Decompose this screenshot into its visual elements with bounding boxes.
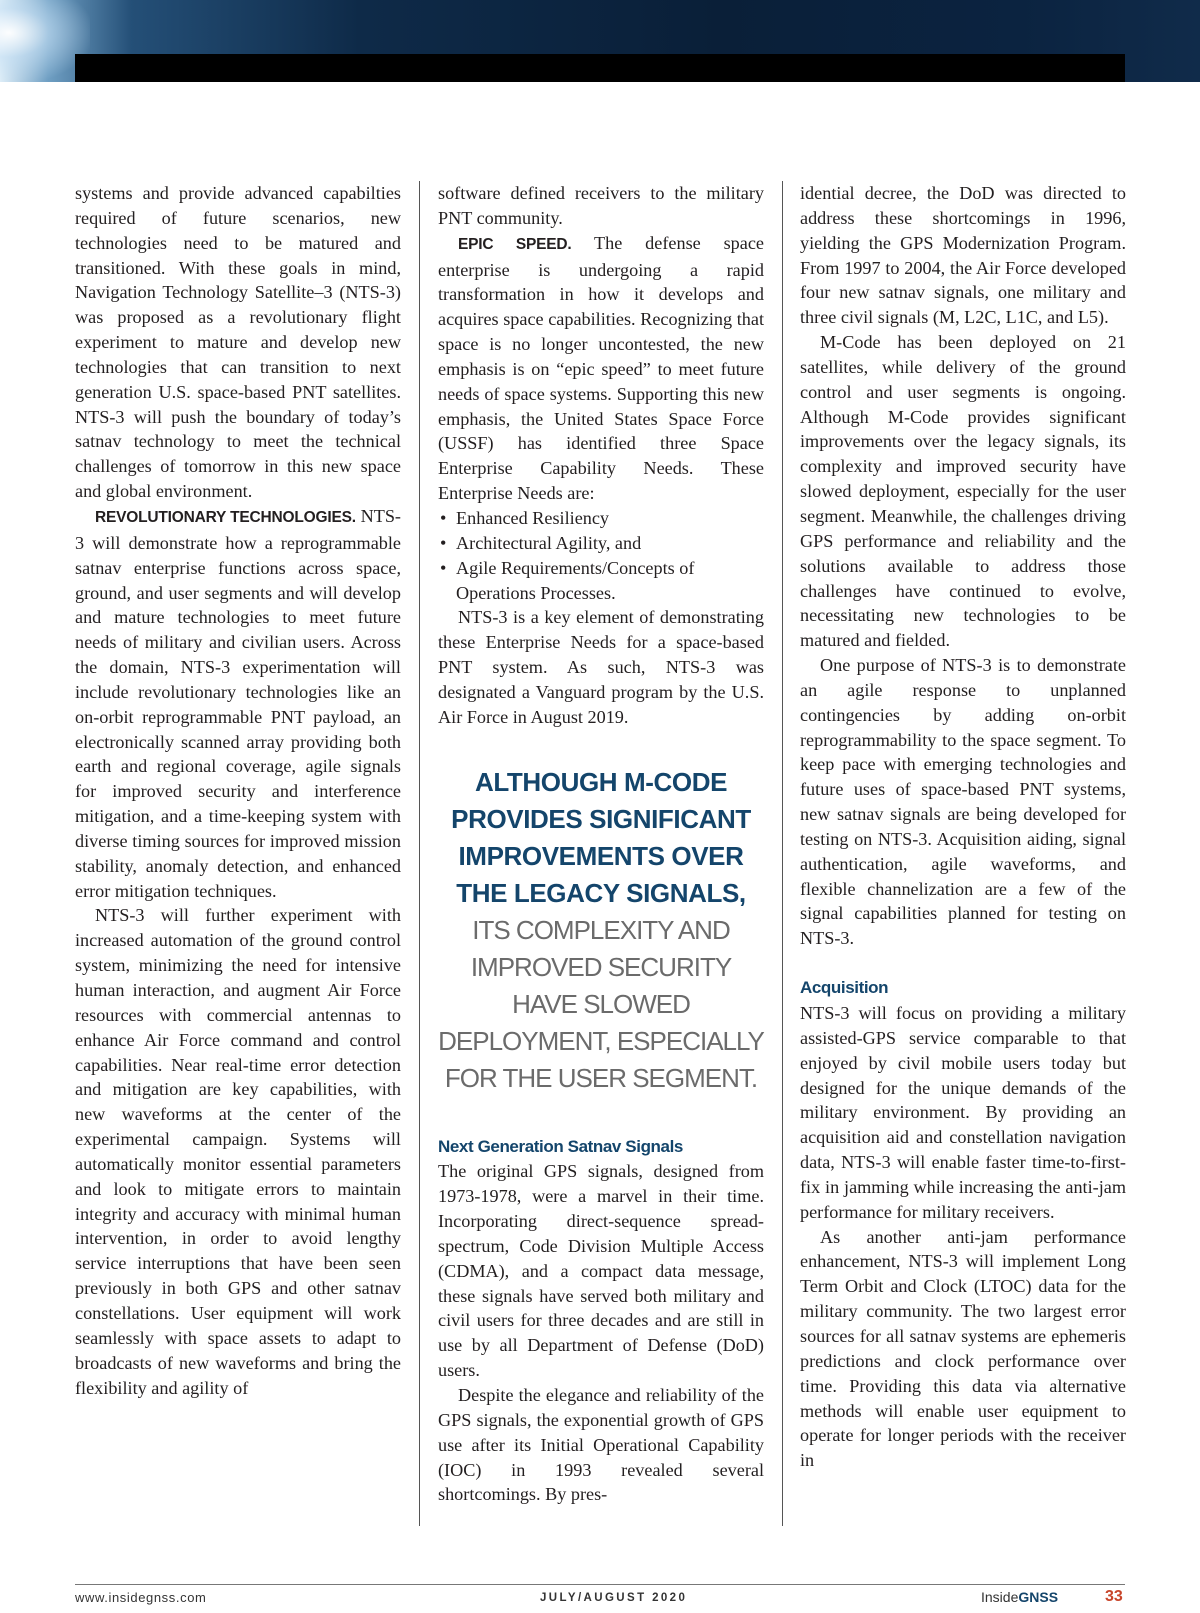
list-item: • Agile Requirements/Concepts of Operations Processes.	[438, 556, 764, 606]
column-3	[800, 181, 1126, 1473]
footer-rule	[75, 1584, 1125, 1585]
footer-issue-date: JULY/AUGUST 2020	[540, 1592, 688, 1604]
section-heading: Acquisition	[800, 978, 889, 998]
col1-paragraph-1: systems and provide advanced capabilties required of future scenarios, new technologies need to be matured and transitioned. With these goals in mind, Navigation Technology Satellite–3 (NTS-3) was proposed as a revolutionary flight experiment to mature and develop new technologies that can transition to next generation U.S. space-based PNT satellites. NTS-3 will push the boundary of today’s satnav technology to meet the technical challenges of tomorrow in this new space and global environment.	[75, 183, 401, 502]
col3-paragraph-2: M-Code has been deployed on 21 satellites, while delivery of the ground control and user segments is ongoing. Although M-Code provides significant improvements over the legacy signals, its complexity and improved security have slowed deployment, especially for the user segment. Meanwhile, the challenges driving GPS performance and reliability and the solutions available to address those challenges have continued to evolve, necessitating new technologies to be matured and fielded.	[800, 332, 1126, 651]
footer-url: www.insidegnss.com	[75, 1590, 207, 1605]
section-heading: Next Generation Satnav Signals	[438, 1136, 683, 1156]
col3-paragraph-1: idential decree, the DoD was directed to address these shortcomings in 1996, yielding the GPS Modernization Program. From 1997 to 2004, the Air Force developed four new satnav signals, one military and three civil signals (M, L2C, L1C, and L5).	[800, 183, 1126, 328]
pull-quote	[438, 764, 764, 1097]
pull-quote-highlight: ALTHOUGH M-CODE PROVIDES SIGNIFICANT IMPROVEMENTS OVER THE LEGACY SIGNALS,	[451, 766, 751, 908]
col2-paragraph-3: NTS-3 is a key element of demonstrating these Enterprise Needs for a space-based PNT system. As such, NTS-3 was designated a Vanguard program by the U.S. Air Force in August 2019.	[438, 607, 764, 727]
spacer	[800, 951, 1126, 976]
page-number: 33	[1105, 1588, 1123, 1605]
header-black-bar	[75, 54, 1125, 82]
col2-paragraph-1: software defined receivers to the military PNT community.	[438, 183, 764, 228]
pull-quote-rest: ITS COMPLEXITY AND IMPROVED SECURITY HAVE SLOWED DEPLOYMENT, ESPECIALLY FOR THE USER SEGMENT.	[438, 914, 764, 1093]
run-in-heading: EPIC SPEED.	[458, 235, 572, 253]
col1-paragraph-2: REVOLUTIONARY TECHNOLOGIES. NTS-3 will demonstrate how a reprogrammable satnav enterprise functions across space, ground, and user segments and will develop and mature technologies to meet future needs of military and civilian users. Across the domain, NTS-3 experimentation will include revolutionary technologies like an on-orbit reprogrammable PNT payload, an electronically scanned array providing both earth and regional coverage, agile signals for improved security and interference mitigation, and a time-keeping system with diverse timing sources for improved mission stability, anomaly detection, and enhanced error mitigation techniques.	[75, 505, 401, 901]
col3-paragraph-4: NTS-3 will focus on providing a military assisted-GPS service comparable to that enjoyed by civil mobile users today but designed for the unique demands of the military environment. By providing an acquisition aid and constellation navigation data, NTS-3 will enable faster time-to-first-fix in jamming while increasing the anti-jam performance for military receivers.	[800, 1003, 1126, 1222]
enterprise-needs-list	[438, 506, 764, 605]
col2-paragraph-5: Despite the elegance and reliability of the GPS signals, the exponential growth of GPS use after its Initial Operational Capability (IOC) in 1993 revealed several shortcomings. By pres-	[438, 1385, 764, 1505]
list-item: • Architectural Agility, and	[438, 531, 764, 556]
column-divider	[782, 181, 783, 1526]
column-1	[75, 181, 401, 1400]
column-2	[438, 181, 764, 1507]
column-divider	[419, 181, 420, 1526]
col3-paragraph-5: As another anti-jam performance enhancement, NTS-3 will implement Long Term Orbit and Clock (LTOC) data for the military community. The two largest error sources for all satnav systems are ephemeris predictions and clock performance over time. Providing this data via alternative methods will enable user equipment to operate for longer periods with the receiver in	[800, 1226, 1126, 1471]
footer-brand: InsideGNSS	[981, 1589, 1059, 1605]
run-in-heading: REVOLUTIONARY TECHNOLOGIES.	[95, 508, 356, 526]
col1-paragraph-3: NTS-3 will further experiment with increased automation of the ground control system, minimizing the need for intensive human interaction, and augment Air Force resources with commercial antennas to enhance Air Force command and control capabilities. Near real-time error detection and mitigation are key capabilities, with new waveforms at the center of the experimental campaign. Systems will automatically monitor essential parameters and look to mitigate errors to maintain integrity and accuracy with minimal human intervention, in order to avoid lengthy service interruptions that have been seen previously in both GPS and other satnav constellations. User equipment will work seamlessly with space assets to adapt to broadcasts of new waveforms and bring the flexibility and agility of	[75, 905, 401, 1398]
col3-paragraph-3: One purpose of NTS-3 is to demonstrate an agile response to unplanned contingencies by adding on-orbit reprogrammability to the space segment. To keep pace with emerging technologies and future uses of space-based PNT systems, new satnav signals are being developed for testing on NTS-3. Acquisition aiding, signal authentication, agile waveforms, and flexible channelization are a few of the signal capabilities planned for testing on NTS-3.	[800, 655, 1126, 949]
col2-paragraph-2: EPIC SPEED. The defense space enterprise is undergoing a rapid transformation in how it develops and acquires space capabilities. Recognizing that space is no longer uncontested, the new emphasis is on “epic speed” to meet future needs of space systems. Supporting this new emphasis, the United States Space Force (USSF) has identified three Space Enterprise Capability Needs. These Enterprise Needs are:	[438, 232, 764, 504]
list-item: • Enhanced Resiliency	[438, 506, 764, 531]
col2-paragraph-4: The original GPS signals, designed from 1973-1978, were a marvel in their time. Incorporating direct-sequence spread-spectrum, Code Division Multiple Access (CDMA), and a compact data message, these signals have served both military and civil users for three decades and are still in use by all Department of Defense (DoD) users.	[438, 1161, 764, 1381]
